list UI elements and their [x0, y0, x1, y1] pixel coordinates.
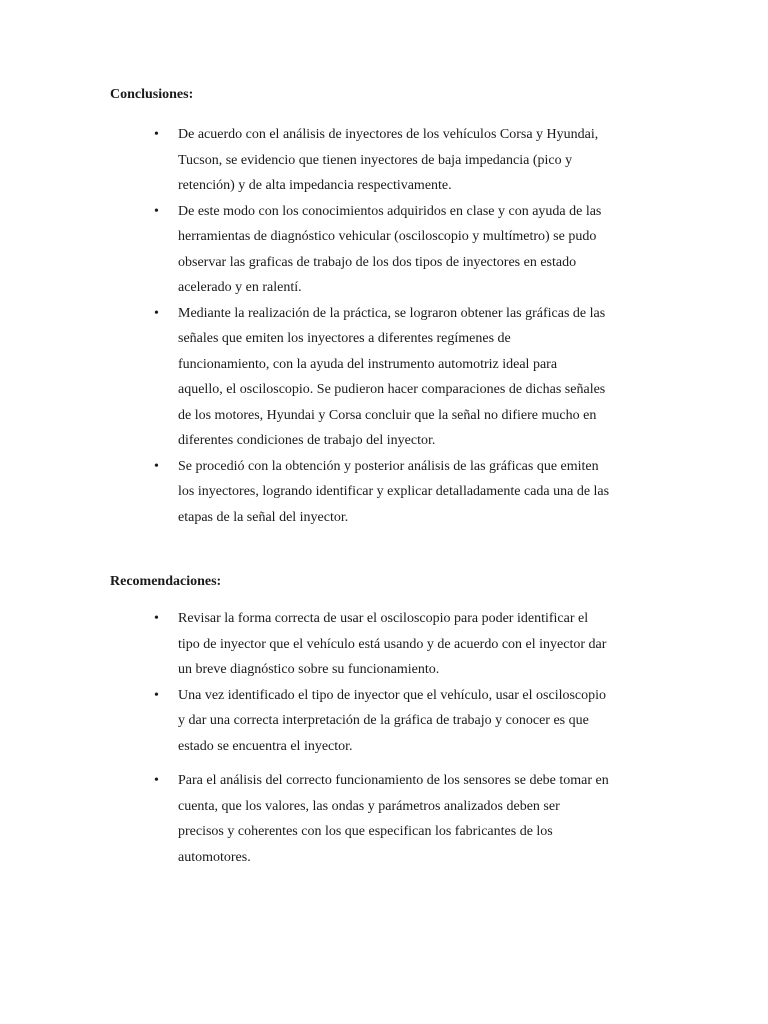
list-item	[0, 122, 662, 199]
list-item-text: De acuerdo con el análisis de inyectores de los vehículos Corsa y Hyundai, Tucson, se evidencio que tienen inyectores de baja impedancia (pico y retención) y de alta impedancia respectivamente.	[178, 127, 599, 193]
recomendaciones-heading: Recomendaciones:	[110, 574, 222, 589]
list-item-text: Para el análisis del correcto funcionamiento de los sensores se debe tomar en cuenta, que los valores, las ondas y parámetros analizados deben ser precisos y coherentes con los que especifican los fabricantes de los automotores.	[178, 773, 609, 865]
list-item	[0, 454, 662, 531]
list-item	[0, 683, 662, 760]
conclusiones-list	[0, 122, 768, 530]
list-item-text: Se procedió con la obtención y posterior análisis de las gráficas que emiten los inyectores, logrando identificar y explicar detalladamente cada una de las etapas de la señal del inyector.	[178, 458, 610, 525]
list-item	[0, 301, 662, 454]
bullet-icon: •	[154, 305, 159, 321]
list-item-text: Mediante la realización de la práctica, se lograron obtener las gráficas de las señales que emiten los inyectores a diferentes regímenes de funcionamiento, con la ayuda del instrumento automotriz ideal para aquello, el osciloscopio. Se pudieron hacer comparaciones de dichas señales de los motores, Hyundai y Corsa concluir que la señal no difiere mucho en diferentes condiciones de trabajo del inyector.	[178, 305, 606, 448]
list-item	[0, 606, 662, 683]
bullet-icon: •	[154, 611, 159, 626]
list-spacer	[0, 759, 768, 768]
list-item	[0, 768, 662, 870]
conclusiones-heading: Conclusiones:	[110, 87, 194, 102]
list-item-text: Una vez identificado el tipo de inyector que el vehículo, usar el osciloscopio y dar una correcta interpretación de la gráfica de trabajo y conocer es que estado se encuentra el inyector.	[178, 687, 607, 754]
list-item	[0, 199, 662, 301]
list-item-text: Revisar la forma correcta de usar el osciloscopio para poder identificar el tipo de inyector que el vehículo está usando y de acuerdo con el inyector dar un breve diagnóstico sobre su funcionamiento.	[178, 611, 607, 677]
bullet-icon: •	[154, 203, 159, 219]
bullet-icon: •	[154, 458, 159, 474]
bullet-icon: •	[154, 687, 159, 703]
bullet-icon: •	[154, 127, 159, 142]
list-item-text: De este modo con los conocimientos adquiridos en clase y con ayuda de las herramientas de diagnóstico vehicular (osciloscopio y multímetro) se pudo observar las graficas de trabajo de los dos tipos de inyectores en estado acelerado y en ralentí.	[178, 203, 602, 295]
bullet-icon: •	[154, 773, 159, 788]
recomendaciones-list	[0, 606, 768, 870]
